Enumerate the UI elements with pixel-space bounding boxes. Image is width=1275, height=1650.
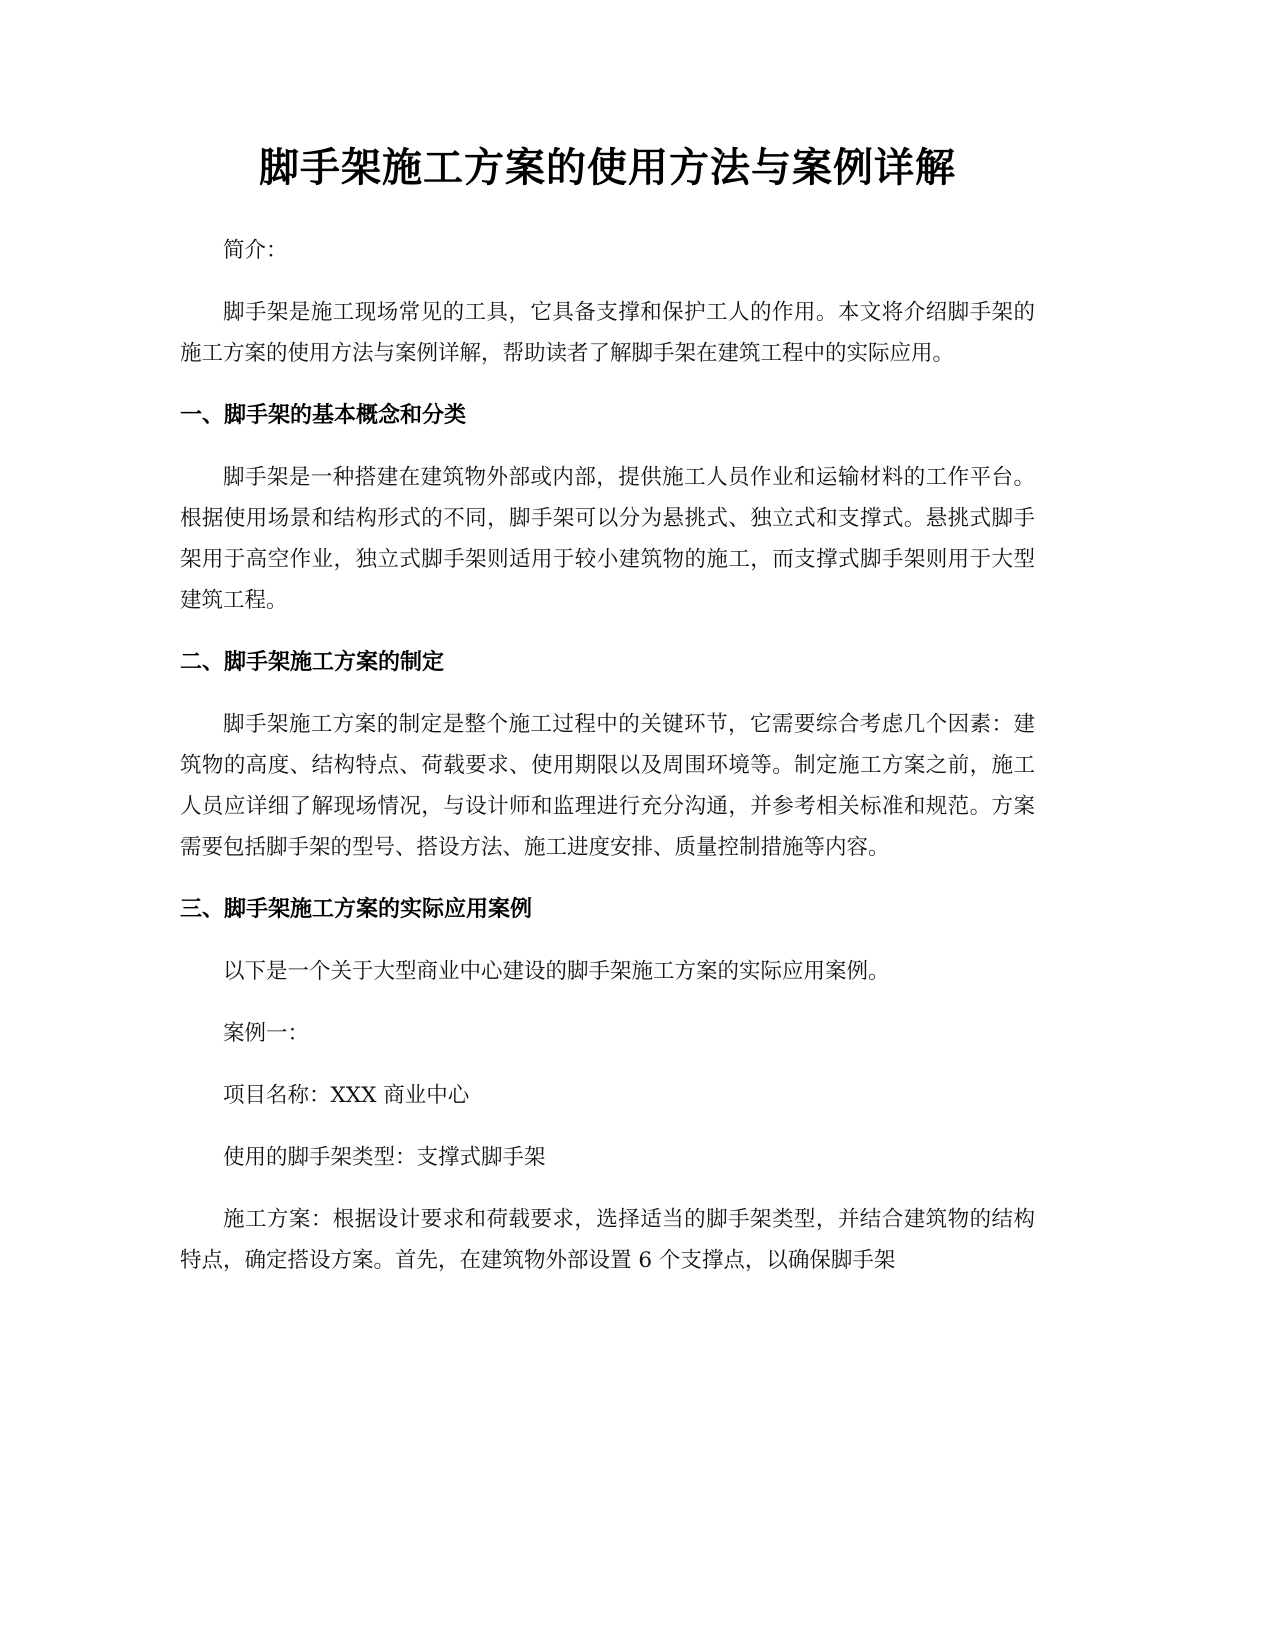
- scaffold-type: 使用的脚手架类型：支撑式脚手架: [223, 1145, 546, 1170]
- section-heading-2: 二、脚手架施工方案的制定: [180, 650, 445, 675]
- document-title: 脚手架施工方案的使用方法与案例详解: [259, 145, 956, 191]
- construction-plan: 施工方案：根据设计要求和荷载要求，选择适当的脚手架类型，并结合建筑物的结构特点，确定搭设方案。首先，在建筑物外部设置 6 个支撑点，以确保脚手架: [180, 1207, 1035, 1273]
- section-heading-3: 三、脚手架施工方案的实际应用案例: [180, 897, 533, 922]
- section-3-intro: 以下是一个关于大型商业中心建设的脚手架施工方案的实际应用案例。: [223, 959, 890, 984]
- intro-label: 简介：: [223, 238, 288, 263]
- section-1-paragraph: 脚手架是一种搭建在建筑物外部或内部，提供施工人员作业和运输材料的工作平台。根据使用场景和结构形式的不同，脚手架可以分为悬挑式、独立式和支撑式。悬挑式脚手架用于高空作业，独立式脚手架则适用于较小建筑物的施工，而支撑式脚手架则用于大型建筑工程。: [180, 465, 1035, 613]
- section-heading-1: 一、脚手架的基本概念和分类: [180, 403, 467, 428]
- project-name: 项目名称：XXX 商业中心: [223, 1083, 470, 1108]
- document-body: [180, 138, 1035, 1281]
- intro-paragraph: 脚手架是施工现场常见的工具，它具备支撑和保护工人的作用。本文将介绍脚手架的施工方案的使用方法与案例详解，帮助读者了解脚手架在建筑工程中的实际应用。: [180, 300, 1035, 366]
- case-label: 案例一：: [223, 1021, 310, 1046]
- section-2-paragraph: 脚手架施工方案的制定是整个施工过程中的关键环节，它需要综合考虑几个因素：建筑物的高度、结构特点、荷载要求、使用期限以及周围环境等。制定施工方案之前，施工人员应详细了解现场情况，与设计师和监理进行充分沟通，并参考相关标准和规范。方案需要包括脚手架的型号、搭设方法、施工进度安排、质量控制措施等内容。: [180, 712, 1035, 860]
